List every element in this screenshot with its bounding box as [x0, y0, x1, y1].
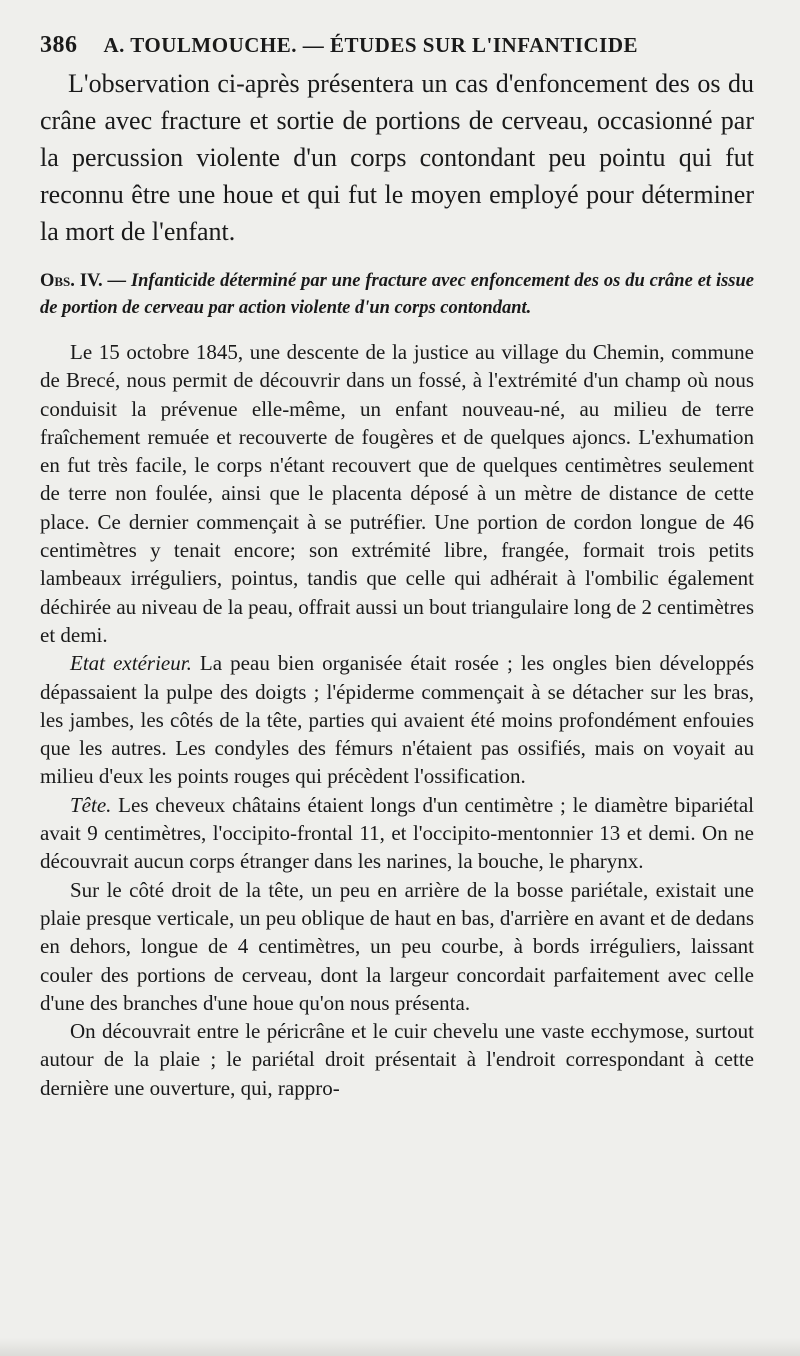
paragraph-1: Le 15 octobre 1845, une descente de la justice au village du Chemin, commune de Brecé, nous permit de découvrir dans un fossé, à l'extrémité d'un champ où nous conduisit la prévenue elle-même, un enfant nouveau-né, au milieu de terre fraîchement remuée et recouverte de fougères et de quelques ajoncs. L'exhumation en fut très facile, le corps n'étant recouvert que de quelques centimètres seulement de terre non foulée, ainsi que le placenta déposé à un mètre de distance de cette place. Ce dernier commençait à se putréfier. Une portion de cordon longue de 46 centimètres y tenait encore; son extrémité libre, frangée, formait trois petits lambeaux irréguliers, pointus, tandis que celle qui adhérait à l'ombilic également déchirée au niveau de la peau, offrait aussi un bout triangulaire long de 2 centimètres et demi.: [40, 340, 754, 647]
paragraph-2: Etat extérieur. La peau bien organisée était rosée ; les ongles bien développés dépassaient la pulpe des doigts ; l'épiderme commençait à se détacher sur les bras, les jambes, les côtés de la tête, parties qui avaient été moins profondément enfouies que les autres. Les condyles des fémurs n'étaient pas ossifiés, mais on voyait au milieu d'eux les points rouges qui précèdent l'ossification.: [40, 651, 754, 789]
observation-heading: [40, 268, 754, 322]
page-header: [40, 32, 754, 59]
section-lead-tete: Tête.: [70, 792, 112, 817]
observation-label: Obs. IV. —: [40, 271, 127, 291]
paragraph-3: Tête. Les cheveux châtains étaient longs d'un centimètre ; le diamètre bipariétal avait 9 centimètres, l'occipito-frontal 11, et l'occipito-mentonnier 13 et demi. On ne découvrait aucun corps étranger dans les narines, la bouche, le pharynx.: [40, 792, 754, 874]
section-lead-etat-exterieur: Etat extérieur.: [70, 651, 192, 676]
running-title: A. TOULMOUCHE. — ÉTUDES SUR L'INFANTICIDE: [103, 33, 639, 57]
page-bottom-edge: [0, 1338, 800, 1356]
intro-paragraph: L'observation ci-après présentera un cas d'enfoncement des os du crâne avec fracture et sortie de portions de cerveau, occasionné par la percussion violente d'un corps contondant peu pointu qui fut reconnu être une houe et qui fut le moyen employé pour déterminer la mort de l'enfant.: [40, 69, 754, 246]
page-number: 386: [40, 32, 78, 58]
paragraph-5: On découvrait entre le péricrâne et le cuir chevelu une vaste ecchymose, surtout autour de la plaie ; le pariétal droit présentait à l'endroit correspondant à cette dernière une ouverture, qui, rappro-: [40, 1019, 754, 1100]
observation-title: Infanticide déterminé par une fracture avec enfoncement des os du crâne et issue de portion de cerveau par action violente d'un corps contondant.: [40, 271, 754, 318]
paragraph-4: Sur le côté droit de la tête, un peu en arrière de la bosse pariétale, existait une plaie presque verticale, un peu oblique de haut en bas, d'arrière en avant et de dedans en dehors, longue de 4 centimètres, un peu courbe, à bords irréguliers, laissant couler des portions de cerveau, dont la largeur concordait parfaitement avec celle d'une des branches d'une houe qu'on nous présenta.: [40, 877, 754, 1015]
